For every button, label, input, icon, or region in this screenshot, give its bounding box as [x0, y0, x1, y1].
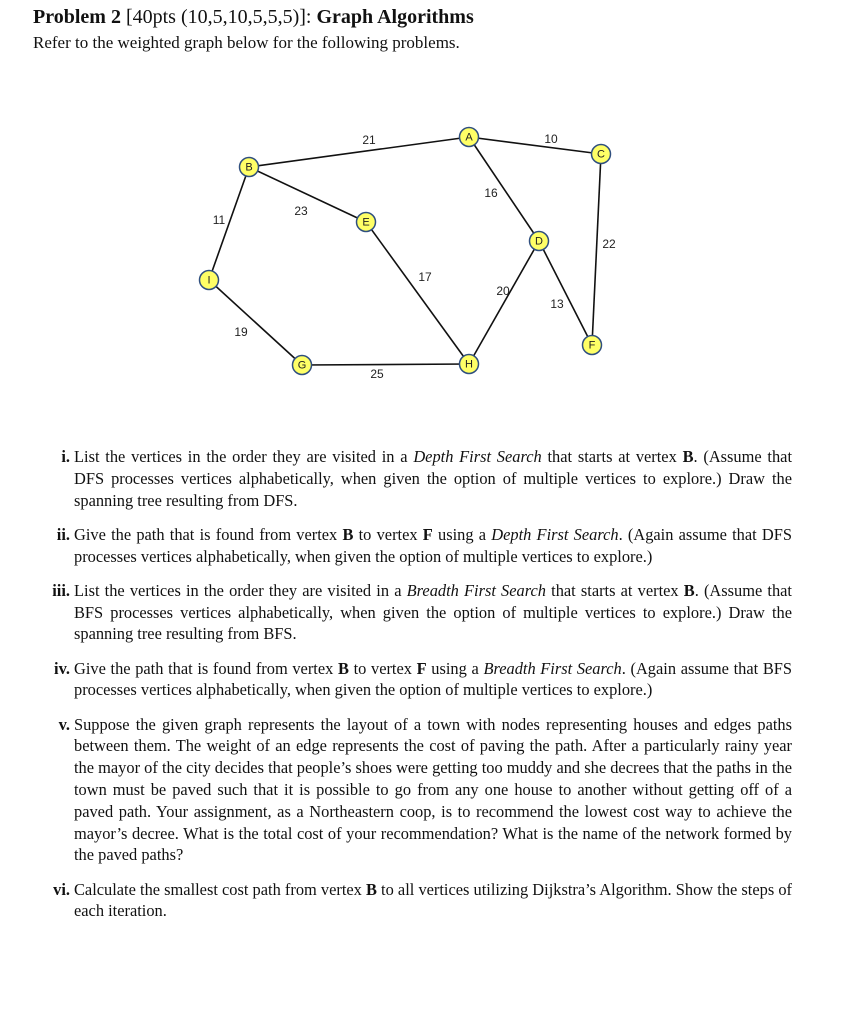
vertex-D — [530, 232, 549, 251]
edge-weight-G-H: 25 — [370, 367, 384, 381]
edge-weight-I-G: 19 — [234, 325, 248, 339]
svg-text:D: D — [535, 235, 543, 248]
edge-weight-D-F: 13 — [550, 297, 564, 311]
vertex-C — [592, 145, 611, 164]
item-number: ii. — [56, 524, 70, 544]
edge-weight-A-C: 10 — [544, 132, 558, 146]
edge-weight-B-I: 11 — [212, 213, 226, 227]
edge-D-H — [469, 241, 539, 364]
item-number: i. — [61, 447, 70, 466]
edge-D-F — [539, 241, 592, 345]
vertex-H — [460, 355, 479, 374]
edge-E-H — [366, 222, 469, 364]
problem-vi: vi. Calculate the smallest cost path from vertex B to all vertices utilizing Dijkstra’s Algorithm. Show the steps of each iteration. — [32, 879, 792, 923]
svg-text:A: A — [465, 131, 473, 144]
vertex-A — [460, 128, 479, 147]
edge-weight-D-H: 20 — [496, 284, 510, 298]
svg-text:I: I — [207, 274, 211, 287]
weighted-graph-diagram — [0, 0, 848, 420]
edge-A-C — [469, 137, 601, 154]
problem-iii: iii. List the vertices in the order they are visited in a Breadth First Search that starts at vertex B. (Assume that BFS processes vertices alphabetically, when given the option of multiple vertices to explore.) Draw the spanning tree resulting from BFS. — [32, 580, 792, 645]
vertex-E — [357, 213, 376, 232]
svg-text:E: E — [362, 216, 370, 229]
edge-weight-B-E: 23 — [294, 204, 308, 218]
edge-weight-B-A: 21 — [362, 133, 376, 147]
problem-label: Problem 2 — [33, 6, 121, 28]
item-number: vi. — [53, 879, 70, 899]
points-breakdown: [40pts (10,5,10,5,5,5)]: — [125, 6, 312, 28]
problem-list — [32, 446, 792, 934]
edge-weight-E-H: 17 — [418, 270, 432, 284]
problem-ii: ii. Give the path that is found from vertex B to vertex F using a Depth First Search. (Again assume that DFS processes vertices alphabetically, when given the option of multiple vertices to explore.) — [32, 524, 792, 568]
graph-edges — [209, 137, 601, 365]
edge-I-G — [209, 280, 302, 365]
edge-weight-labels — [213, 132, 616, 381]
item-number: iii. — [52, 580, 70, 600]
edge-B-A — [249, 137, 469, 167]
vertex-G — [293, 356, 312, 375]
svg-text:B: B — [245, 161, 253, 174]
vertex-I — [200, 271, 219, 290]
problem-i: i. List the vertices in the order they are visited in a Depth First Search that starts at vertex B. (Assume that DFS processes vertices alphabetically, when given the option of multiple vertices to explore.) Draw the spanning tree resulting from DFS. — [32, 446, 792, 511]
vertex-F — [583, 336, 602, 355]
edge-G-H — [302, 364, 469, 365]
svg-text:F: F — [588, 339, 596, 352]
problem-iv: iv. Give the path that is found from vertex B to vertex F using a Breadth First Search. (Again assume that BFS processes vertices alphabetically, when given the option of multiple vertices to explore.) — [32, 658, 792, 702]
item-number: v. — [58, 714, 70, 734]
edge-C-F — [592, 154, 601, 345]
svg-text:C: C — [597, 148, 605, 161]
edge-weight-A-D: 16 — [484, 186, 498, 200]
svg-text:H: H — [465, 358, 473, 371]
vertex-B — [240, 158, 259, 177]
problem-intro: Refer to the weighted graph below for the following problems. — [33, 33, 460, 52]
item-number: iv. — [54, 658, 70, 678]
edge-A-D — [469, 137, 539, 241]
problem-topic: Graph Algorithms — [316, 6, 474, 28]
edge-weight-C-F: 22 — [602, 237, 616, 251]
svg-text:G: G — [297, 359, 307, 372]
problem-v: v. Suppose the given graph represents the layout of a town with nodes representing houses and edges paths between them. The weight of an edge represents the cost of paving the path. After a particularly rainy year the mayor of the city decides that people’s shoes were getting too muddy and she decrees that the paths in the town must be paved such that it is possible to go from any one house to another without getting off of a paved path. Your assignment, as a Northeastern coop, is to recommend the lowest cost way to achieve the mayor’s decree. What is the total cost of your recommendation? What is the name of the network formed by the paved paths? — [32, 714, 792, 867]
